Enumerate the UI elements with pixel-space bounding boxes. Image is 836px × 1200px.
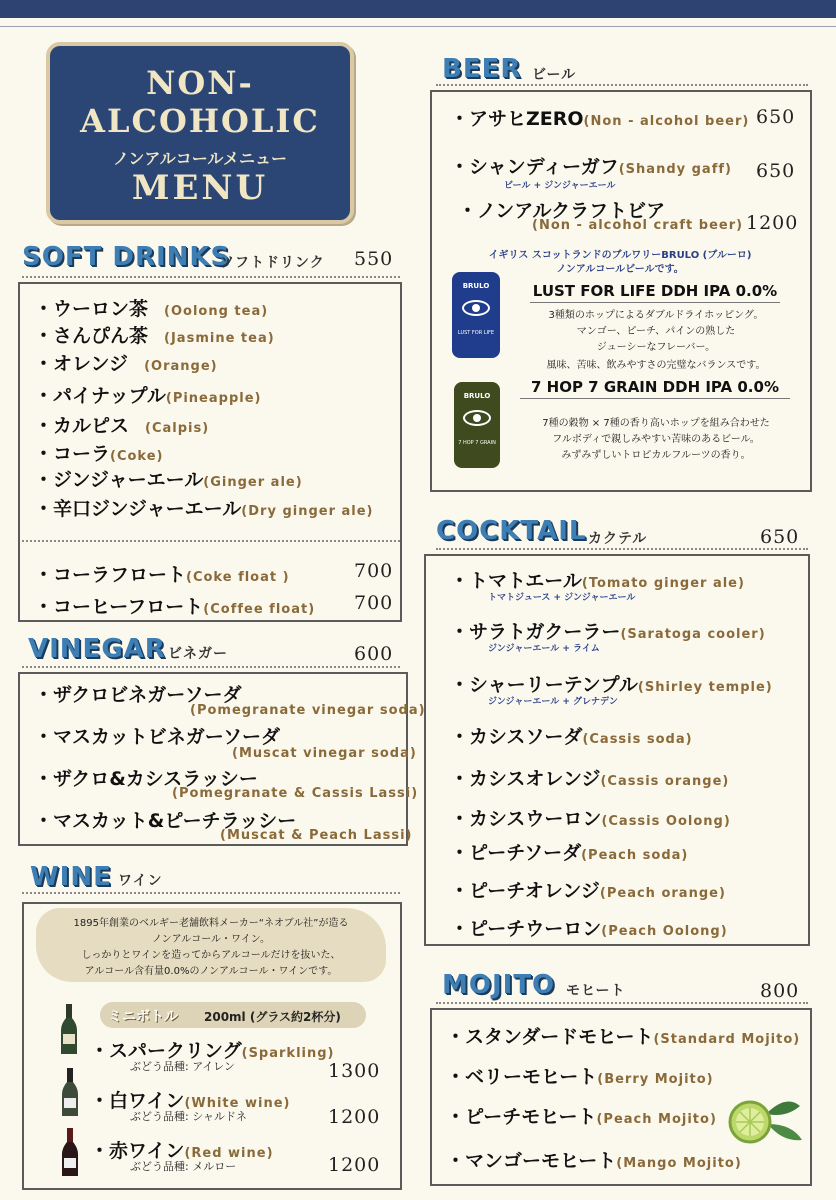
cocktail-sub: ジンジャーエール + グレナデン xyxy=(488,697,618,707)
vinegar-divider xyxy=(22,666,400,668)
wine-desc-line: 1895年創業のベルギー老舗飲料メーカー“ネオブル社”が造る xyxy=(73,918,349,929)
seven-hop-name: 7 HOP 7 GRAIN DDH IPA 0.0% xyxy=(531,378,779,396)
mini-bottle-label: ミニボトル xyxy=(108,1009,178,1025)
can-brand: BRULO xyxy=(462,282,490,290)
beer-divider xyxy=(436,84,808,86)
soft-drinks-price: 550 xyxy=(354,248,394,270)
coke-float-price: 700 xyxy=(354,560,394,582)
beer-title: BEER xyxy=(442,54,522,84)
craft-beer-price: 1200 xyxy=(746,212,799,234)
sparkling-price: 1300 xyxy=(328,1060,381,1082)
craft-desc-line: 風味、苦味、飲みやすさの完璧なバランスです。 xyxy=(546,360,766,371)
craft-desc-line: マンゴー、ピーチ、パインの熟した xyxy=(576,326,736,337)
list-item: ・コーラフロート(Coke float ) xyxy=(34,564,290,586)
list-item: ・辛口ジンジャーエール(Dry ginger ale) xyxy=(34,498,374,520)
beer-jp: ビール xyxy=(532,67,577,83)
list-item: ・シャーリーテンプル(Shirley temple) xyxy=(450,674,773,696)
wine-jp: ワイン xyxy=(118,873,163,889)
list-item: ・さんぴん茶 (Jasmine tea) xyxy=(34,325,275,347)
list-item: ・ザクロ&カシスラッシー xyxy=(34,768,258,790)
red-wine-bottle-image xyxy=(60,1128,80,1178)
red-wine-price: 1200 xyxy=(328,1154,381,1176)
can-label: LUST FOR LIFE xyxy=(457,330,495,336)
list-item: ・アサヒZERO(Non - alcohol beer) xyxy=(450,108,750,130)
list-item: ・スパークリング(Sparkling) xyxy=(90,1040,335,1062)
title-line-3: MENU xyxy=(131,168,269,208)
cocktail-divider xyxy=(436,548,808,550)
brulo-note: イギリス スコットランドのブルワリーBRULO (ブルーロ) xyxy=(488,250,752,261)
list-item: ・ジンジャーエール(Ginger ale) xyxy=(34,469,303,491)
vinegar-price: 600 xyxy=(354,643,394,665)
top-divider xyxy=(0,26,836,27)
list-item: ・ピーチモヒート(Peach Mojito) xyxy=(446,1106,717,1128)
top-bar xyxy=(0,0,836,18)
list-item-en: (Pomegranate vinegar soda) xyxy=(190,703,426,718)
list-item: ・ノンアルクラフトビア xyxy=(458,200,666,222)
soft-drinks-title: SOFT DRINKS xyxy=(22,242,231,272)
mojito-jp: モヒート xyxy=(566,983,626,999)
white-wine-price: 1200 xyxy=(328,1106,381,1128)
craft-desc-line: フルボディで親しみやすい苦味のあるビール。 xyxy=(552,434,760,445)
white-wine-bottle-image xyxy=(60,1068,80,1118)
craft-desc-line: 7種の穀物 × 7種の香り高いホップを組み合わせた xyxy=(542,418,770,429)
mini-bottle-size: 200ml (グラス約2杯分) xyxy=(204,1010,341,1024)
seven-hop-can-image xyxy=(454,382,500,468)
list-item: ・サラトガクーラー(Saratoga cooler) xyxy=(450,621,766,643)
list-item: ・カシスオレンジ(Cassis orange) xyxy=(450,768,730,790)
soft-drinks-divider xyxy=(22,276,400,278)
asahi-zero-price: 650 xyxy=(756,106,796,128)
craft-desc-line: みずみずしいトロピカルフルーツの香り。 xyxy=(561,450,751,461)
wine-desc-line: ノンアルコール・ワイン。 xyxy=(152,934,270,945)
cocktail-sub: ジンジャーエール + ライム xyxy=(488,644,600,654)
list-item: ・シャンディーガフ(Shandy gaff) xyxy=(450,156,732,178)
list-item: ・スタンダードモヒート(Standard Mojito) xyxy=(446,1026,801,1048)
list-item-en: (Muscat vinegar soda) xyxy=(232,746,417,761)
shandy-gaff-price: 650 xyxy=(756,160,796,182)
wine-desc-line: アルコール含有量0.0%のノンアルコール・ワインです。 xyxy=(84,966,338,977)
can-label: 7 HOP 7 GRAIN xyxy=(458,440,496,446)
list-item: ・ピーチウーロン(Peach Oolong) xyxy=(450,918,728,940)
list-item: ・ベリーモヒート(Berry Mojito) xyxy=(446,1066,714,1088)
list-item: ・コーヒーフロート(Coffee float) xyxy=(34,596,316,618)
floats-divider xyxy=(22,540,400,542)
cocktail-jp: カクテル xyxy=(588,531,648,547)
list-item: ・パイナップル(Pineapple) xyxy=(34,385,262,407)
mojito-divider xyxy=(436,1002,808,1004)
mojito-price: 800 xyxy=(760,980,800,1002)
list-item: ・カシスソーダ(Cassis soda) xyxy=(450,726,693,748)
sparkling-bottle-image xyxy=(58,1004,80,1056)
list-item: ・カルピス (Calpis) xyxy=(34,415,210,437)
lime-mint-image xyxy=(726,1094,806,1150)
soft-drinks-jp: ソフトドリンク xyxy=(220,255,325,271)
list-item: ・マンゴーモヒート(Mango Mojito) xyxy=(446,1150,742,1172)
eye-pupil xyxy=(473,414,481,422)
can-brand: BRULO xyxy=(463,392,491,400)
title-jp: ノンアルコールメニュー xyxy=(113,149,287,168)
coffee-float-price: 700 xyxy=(354,592,394,614)
list-item: ・トマトエール(Tomato ginger ale) xyxy=(450,570,745,592)
cocktail-title: COCKTAIL xyxy=(436,516,587,546)
brulo-note: ノンアルコールビールです。 xyxy=(556,264,684,275)
list-item: ・ザクロビネガーソーダ xyxy=(34,684,242,706)
wine-desc-line: しっかりとワインを造ってからアルコールだけを抜いた、 xyxy=(81,950,341,961)
wine-divider xyxy=(22,892,400,894)
list-item-en: (Pomegranate & Cassis Lassi) xyxy=(172,786,419,801)
list-item-en: (Non - alcohol craft beer) xyxy=(532,218,744,233)
seven-hop-underline xyxy=(520,398,790,399)
grape-variety: ぶどう品種: アイレン xyxy=(130,1060,235,1073)
list-item: ・オレンジ (Orange) xyxy=(34,353,218,375)
list-item: ・マスカット&ピーチラッシー xyxy=(34,810,297,832)
grape-variety: ぶどう品種: メルロー xyxy=(130,1160,237,1173)
eye-pupil xyxy=(472,304,480,312)
vinegar-title: VINEGAR xyxy=(28,634,166,664)
vinegar-jp: ビネガー xyxy=(168,646,228,662)
grape-variety: ぶどう品種: シャルドネ xyxy=(130,1110,247,1123)
craft-desc-line: ジューシーなフレーバー。 xyxy=(596,342,716,353)
list-item: ・白ワイン(White wine) xyxy=(90,1090,291,1112)
lust-underline xyxy=(530,302,780,303)
list-item: ・ピーチオレンジ(Peach orange) xyxy=(450,880,726,902)
title-line-2: ALCOHOLIC xyxy=(80,102,320,140)
craft-desc-line: 3種類のホップによるダブルドライホッピング。 xyxy=(548,310,764,321)
list-item-en: (Muscat & Peach Lassi) xyxy=(220,828,413,843)
list-item: ・マスカットビネガーソーダ xyxy=(34,726,281,748)
list-item: ・ピーチソーダ(Peach soda) xyxy=(450,842,689,864)
title-card xyxy=(46,42,354,224)
list-item: ・赤ワイン(Red wine) xyxy=(90,1140,274,1162)
list-item: ・カシスウーロン(Cassis Oolong) xyxy=(450,808,731,830)
shandy-sub: ビール + ジンジャーエール xyxy=(504,181,616,191)
wine-title: WINE xyxy=(30,862,112,892)
lust-for-life-name: LUST FOR LIFE DDH IPA 0.0% xyxy=(532,282,778,300)
list-item: ・コーラ(Coke) xyxy=(34,443,164,465)
list-item: ・ウーロン茶 (Oolong tea) xyxy=(34,298,269,320)
lust-for-life-can-image xyxy=(452,272,500,358)
title-line-1: NON- xyxy=(146,64,254,102)
mojito-title: MOJITO xyxy=(442,970,556,1000)
cocktail-price: 650 xyxy=(760,526,800,548)
cocktail-sub: トマトジュース + ジンジャーエール xyxy=(488,593,636,603)
